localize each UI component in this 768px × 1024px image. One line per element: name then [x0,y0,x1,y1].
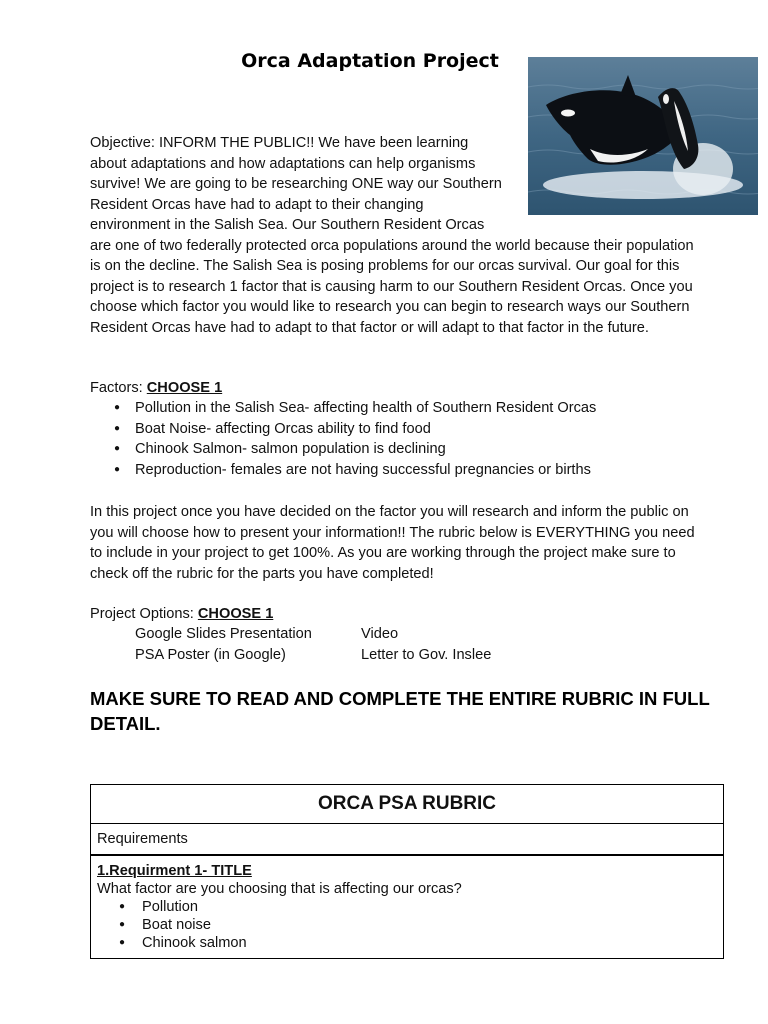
rubric-subheader: Requirements [91,824,723,856]
requirement-option: ● Boat noise [97,916,717,934]
factor-item: ● Pollution in the Salish Sea- affecting health of Southern Resident Orcas [90,398,596,419]
requirement-question: What factor are you choosing that is affecting our orcas? [97,881,462,897]
objective-line: are one of two federally protected orca populations around the world because their population [90,237,694,254]
option-item: Video [361,626,399,642]
objective-line: survive! We are going to be researching ONE way our Southern [90,176,502,192]
objective-paragraph [90,133,694,338]
factors-choose: CHOOSE 1 [146,380,223,396]
factor-item: ● Chinook Salmon- salmon population is declining [90,439,596,460]
rubric-warning: MAKE SURE TO READ AND COMPLETE THE ENTIRE RUBRIC IN FULL DETAIL. [90,688,710,734]
options-heading [90,604,273,625]
options-row [135,645,587,666]
factors-label: Factors: [90,380,147,396]
option-item: PSA Poster (in Google) [135,646,286,663]
project-line: check off the rubric for the parts you have completed! [90,565,434,582]
objective-line: Objective: INFORM THE PUBLIC!! We have been learning [90,135,469,151]
options-label: Project Options: [90,606,198,622]
option-item: Google Slides Presentation [135,626,312,642]
project-line: In this project once you have decided on the factor you will research and inform the public on [90,504,689,520]
factors-list [90,398,596,480]
project-paragraph [90,502,695,584]
option-item: Letter to Gov. Inslee [361,646,492,663]
factors-heading [90,378,222,399]
rubric-table [90,784,724,959]
page-title: Orca Adaptation Project [241,50,499,72]
requirement-title: 1.Requirment 1- TITLE [97,863,252,879]
requirement-option: ● Chinook salmon [97,934,717,952]
options-choose: CHOOSE 1 [197,606,274,622]
project-line: you will choose how to present your information!! The rubric below is EVERYTHING you need [90,524,695,541]
objective-line: about adaptations and how adaptations can help organisms [90,155,476,172]
requirement-option: ● Pollution [97,898,717,916]
objective-line: environment in the Salish Sea. Our Southern Resident Orcas [90,217,485,233]
objective-line: Resident Orcas have had to adapt to that factor or will adapt to that factor in the future. [90,319,649,336]
rubric-title: ORCA PSA RUBRIC [91,785,723,824]
objective-line: Resident Orcas have had to adapt to their changing [90,196,424,213]
objective-line: project is to research 1 factor that is causing harm to our Southern Resident Orcas. Once you [90,278,693,295]
requirement-options-list [97,898,717,952]
options-grid [135,624,587,665]
factor-item: ● Boat Noise- affecting Orcas ability to find food [90,419,596,440]
rubric-requirement-1 [91,856,723,958]
project-line: to include in your project to get 100%. As you are working through the project make sure to [90,545,676,561]
options-row [135,624,587,645]
objective-line: choose which factor you would like to research you can begin to research ways our Southern [90,299,690,315]
objective-line: is on the decline. The Salish Sea is posing problems for our orcas survival. Our goal for this [90,258,680,274]
factor-item: ● Reproduction- females are not having successful pregnancies or births [90,460,596,481]
